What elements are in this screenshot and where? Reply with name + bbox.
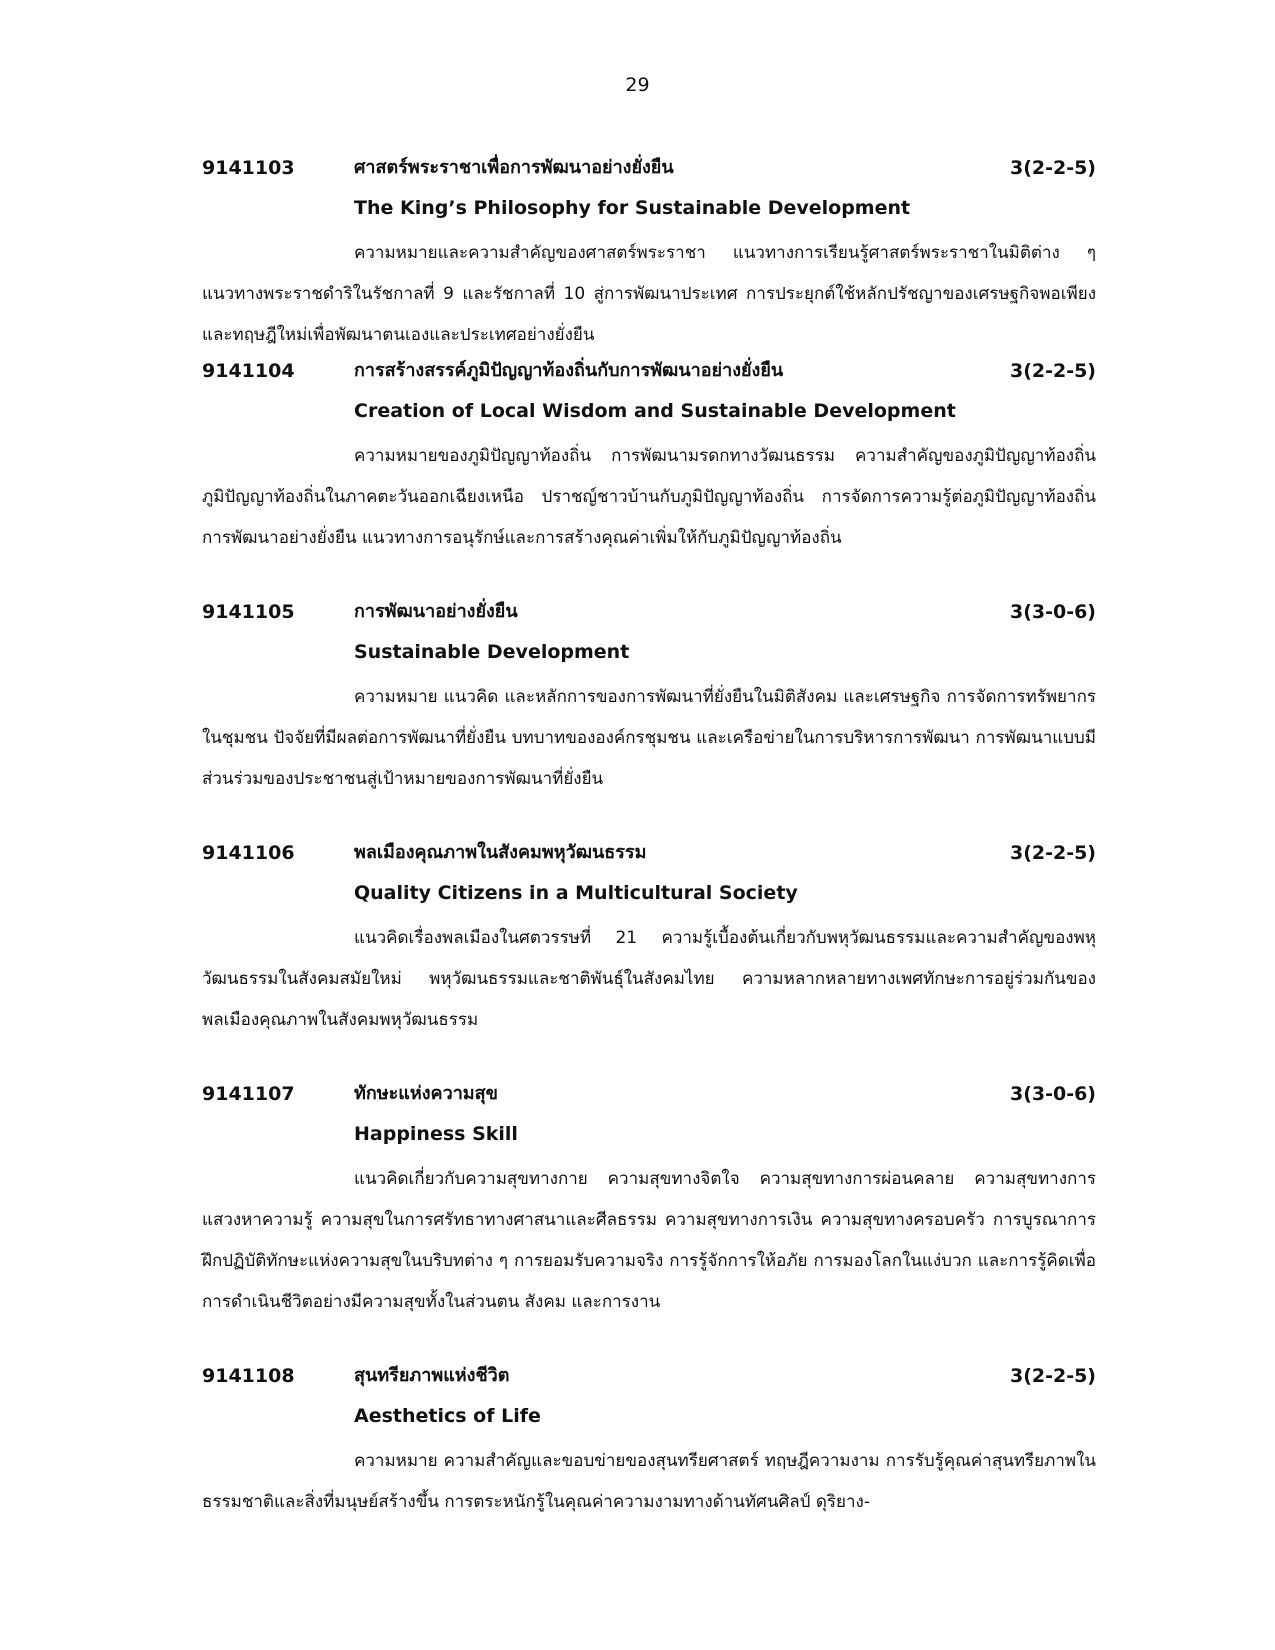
course-thai-title: การสร้างสรรค์ภูมิปัญญาท้องถิ่นกับการพัฒนาอย่างยั่งยืน xyxy=(354,360,784,381)
course-english-title: Creation of Local Wisdom and Sustainable Development xyxy=(354,400,956,422)
course-entry-9141107 xyxy=(202,1079,1096,1323)
course-entry-9141108 xyxy=(202,1361,1096,1523)
course-code: 9141103 xyxy=(202,157,295,179)
course-header xyxy=(202,597,1096,637)
course-description: ความหมายของภูมิปัญญาท้องถิ่น การพัฒนามรดกทางวัฒนธรรม ความสำคัญของภูมิปัญญาท้องถิ่น ภูมิปัญญาท้องถิ่นในภาคตะวันออกเฉียงเหนือ ปราชญ์ชาวบ้านกับภูมิปัญญาท้องถิ่น การจัดการความรู้ต่อภูมิปัญญาท้องถิ่น การพัฒนาอย่างยั่งยืน แนวทางการอนุรักษ์และการสร้างคุณค่าเพิ่มให้กับภูมิปัญญาท้องถิ่น xyxy=(202,446,1096,548)
course-description: แนวคิดเรื่องพลเมืองในศตวรรษที่ 21 ความรู้เบื้องต้นเกี่ยวกับพหุวัฒนธรรมและความสำคัญของพหุวัฒนธรรมในสังคมสมัยใหม่ พหุวัฒนธรรมและชาติพันธุ์ในสังคมไทย ความหลากหลายทางเพศทักษะการอยู่ร่วมกันของพลเมืองคุณภาพในสังคมพหุวัฒนธรรม xyxy=(202,928,1096,1030)
course-english-title: Happiness Skill xyxy=(354,1123,518,1145)
course-thai-title: การพัฒนาอย่างยั่งยืน xyxy=(354,601,518,622)
section-gap xyxy=(202,800,1096,838)
course-credits: 3(2-2-5) xyxy=(1009,1365,1096,1387)
course-header xyxy=(202,1361,1096,1401)
course-english-title: Quality Citizens in a Multicultural Society xyxy=(354,882,798,904)
course-header xyxy=(202,356,1096,396)
course-credits: 3(3-0-6) xyxy=(1009,1083,1096,1105)
course-credits: 3(2-2-5) xyxy=(1009,842,1096,864)
course-description: ความหมาย แนวคิด และหลักการของการพัฒนาที่ยั่งยืนในมิติสังคม และเศรษฐกิจ การจัดการทรัพยากรในชุมชน ปัจจัยที่มีผลต่อการพัฒนาที่ยั่งยืน บทบาทขององค์กรชุมชน และเครือข่ายในการบริหารการพัฒนา การพัฒนาแบบมีส่วนร่วมของประชาชนสู่เป้าหมายของการพัฒนาที่ยั่งยืน xyxy=(202,687,1096,789)
course-code: 9141107 xyxy=(202,1083,295,1105)
course-list xyxy=(202,153,1096,1523)
course-code: 9141106 xyxy=(202,842,295,864)
course-description: แนวคิดเกี่ยวกับความสุขทางกาย ความสุขทางจิตใจ ความสุขทางการผ่อนคลาย ความสุขทางการแสวงหาความรู้ ความสุขในการศรัทธาทางศาสนาและศีลธรรม ความสุขทางการเงิน ความสุขทางครอบครัว การบูรณาการฝึกปฏิบัติทักษะแห่งความสุขในบริบทต่าง ๆ การยอมรับความจริง การรู้จักการให้อภัย การมองโลกในแง่บวก และการรู้คิดเพื่อการดำเนินชีวิตอย่างมีความสุขทั้งในส่วนตน สังคม และการงาน xyxy=(202,1169,1096,1312)
section-gap xyxy=(202,1041,1096,1079)
course-thai-title: สุนทรียภาพแห่งชีวิต xyxy=(354,1365,510,1386)
course-description: ความหมายและความสำคัญของศาสตร์พระราชา แนวทางการเรียนรู้ศาสตร์พระราชาในมิติต่าง ๆ แนวทางพระราชดำริในรัชกาลที่ 9 และรัชกาลที่ 10 สู่การพัฒนาประเทศ การประยุกต์ใช้หลักปรัชญาของเศรษฐกิจพอเพียงและทฤษฎีใหม่เพื่อพัฒนาตนเองและประเทศอย่างยั่งยืน xyxy=(202,243,1096,345)
course-entry-9141106 xyxy=(202,838,1096,1041)
course-entry-9141104 xyxy=(202,356,1096,559)
course-header xyxy=(202,153,1096,193)
section-gap xyxy=(202,1323,1096,1361)
course-entry-9141103 xyxy=(202,153,1096,356)
course-header xyxy=(202,1079,1096,1119)
course-header xyxy=(202,838,1096,878)
course-credits: 3(2-2-5) xyxy=(1009,157,1096,179)
course-english-title: The King’s Philosophy for Sustainable Development xyxy=(354,197,911,219)
course-code: 9141104 xyxy=(202,360,295,382)
course-code: 9141108 xyxy=(202,1365,295,1387)
course-thai-title: พลเมืองคุณภาพในสังคมพหุวัฒนธรรม xyxy=(354,842,647,863)
course-thai-title: ศาสตร์พระราชาเพื่อการพัฒนาอย่างยั่งยืน xyxy=(354,157,674,178)
page-number: 29 xyxy=(625,74,650,96)
course-thai-title: ทักษะแห่งความสุข xyxy=(354,1083,498,1104)
course-code: 9141105 xyxy=(202,601,295,623)
course-description: ความหมาย ความสำคัญและขอบข่ายของสุนทรียศาสตร์ ทฤษฎีความงาม การรับรู้คุณค่าสุนทรียภาพในธรรมชาติและสิ่งที่มนุษย์สร้างขึ้น การตระหนักรู้ในคุณค่าความงามทางด้านทัศนศิลป์ ดุริยาง- xyxy=(202,1451,1096,1512)
course-entry-9141105 xyxy=(202,597,1096,800)
course-credits: 3(2-2-5) xyxy=(1009,360,1096,382)
course-english-title: Aesthetics of Life xyxy=(354,1405,541,1427)
course-english-title: Sustainable Development xyxy=(354,641,630,663)
section-gap xyxy=(202,559,1096,597)
course-credits: 3(3-0-6) xyxy=(1009,601,1096,623)
